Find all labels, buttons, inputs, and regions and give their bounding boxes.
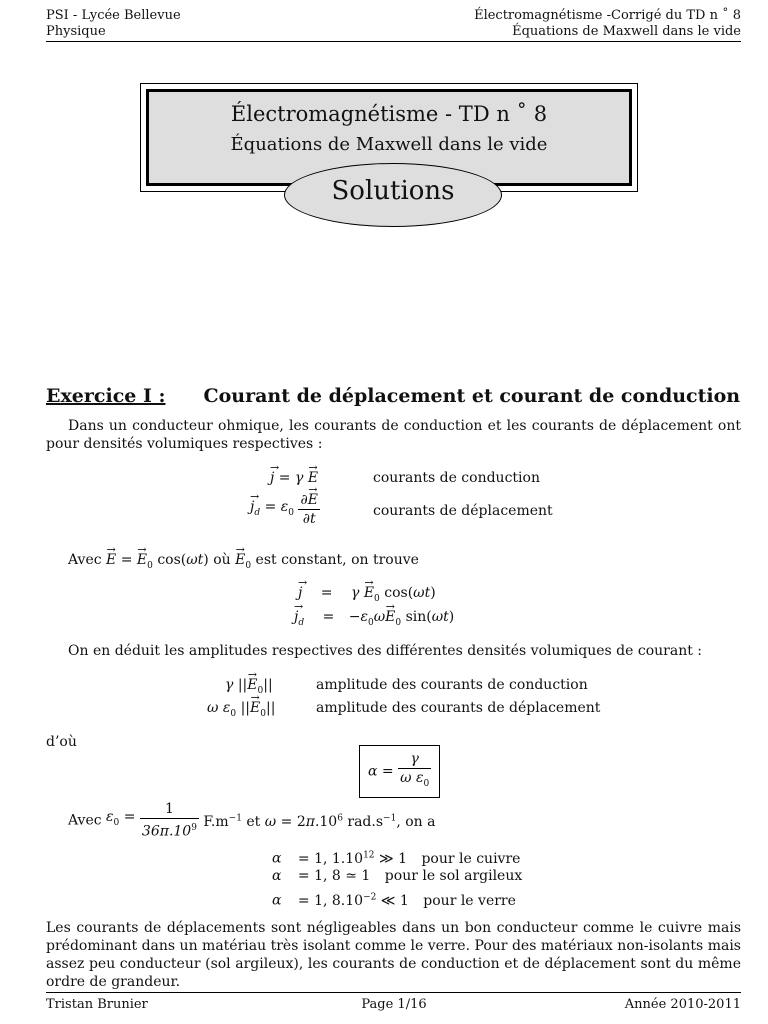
- with-field-prefix: Avec: [68, 552, 102, 568]
- title-main: Électromagnétisme - TD n ˚ 8: [230, 102, 548, 126]
- alpha-glass: α = 1, $8.10^{-2}$ ≪ 1 pour le verre: [272, 892, 516, 909]
- header-course: Électromagnétisme -Corrigé du TD n ˚ 8: [474, 8, 741, 23]
- footer-rule: [46, 992, 741, 993]
- alpha-copper: α = 1, 1.10$^{12}$ ≫ 1 pour le cuivre: [272, 850, 521, 867]
- amplitude-conduction-label: amplitude des courants de conduction: [316, 677, 588, 693]
- amplitude-conduction: γ ||→ $E_0||$: [225, 676, 273, 700]
- exercise-heading: [46, 385, 740, 407]
- header-subject: Physique: [46, 24, 106, 39]
- constants-line: Avec $\varepsilon_0$ = $\frac{1}{36\pi.10^9}$ $F.m^{-1}$ et $\omega = 2\pi.10^6$ $rad.s^{-1}$, on a: [68, 801, 436, 840]
- footer-page-number: Page 1/16: [361, 997, 427, 1012]
- with-field-where: où: [213, 552, 231, 568]
- result-j: → $j = \gamma \to E_0$ cos(ωt): [298, 584, 436, 608]
- conclusion-paragraph: Les courants de déplacements sont négligeables dans un bon conducteur comme le cuivre mais prédominant dans un matériau très isolant comme le verre. Pour des matériaux non-isolants mais assez peu conducteur (sol argileux), les courants de conduction et de déplacement sont du même ordre de grandeur.: [46, 920, 741, 990]
- alpha-clay: α = 1, 8 ≃ 1 pour le sol argileux: [272, 868, 523, 884]
- deduce-line: On en déduit les amplitudes respectives des différentes densités volumiques de courant :: [68, 643, 702, 659]
- alpha-definition-box: α = $\frac{\gamma}{\omega \varepsilon_0}$: [359, 745, 440, 798]
- header-school: PSI - Lycée Bellevue: [46, 8, 181, 23]
- constants-and: et: [246, 814, 261, 831]
- with-field-line: Avec → E = → $E_0$ cos(ωt) où → $E_0$ est constant, on trouve: [68, 551, 419, 575]
- equation-conduction-label: courants de conduction: [373, 470, 540, 486]
- equation-conduction: → j = γ → E: [270, 469, 318, 487]
- alpha-glass-label: pour le verre: [423, 892, 516, 909]
- constants-unit-f: F.m: [203, 814, 229, 831]
- header-left: [46, 8, 181, 40]
- equation-displacement-label: courants de déplacement: [373, 503, 553, 519]
- header-rule: [46, 41, 741, 42]
- title-sub: Équations de Maxwell dans le vide: [230, 134, 548, 155]
- exercise-label: Exercice I :: [46, 385, 166, 407]
- equation-displacement: → $j_d = \varepsilon_0$ $\frac{\partial\to E}{\partial t}$: [250, 491, 320, 528]
- footer-author: Tristan Brunier: [46, 997, 148, 1012]
- header-topic: Équations de Maxwell dans le vide: [512, 24, 741, 39]
- solutions-badge: [284, 163, 502, 227]
- alpha-copper-label: pour le cuivre: [421, 850, 521, 867]
- hence-label: d’où: [46, 734, 77, 750]
- result-jd: → $j_d = -\varepsilon_0\omega\to E_0$ sin(ωt): [294, 608, 454, 632]
- intro-paragraph: Dans un conducteur ohmique, les courants de conduction et les courants de déplacement ont pour densités volumiques respectives :: [46, 418, 741, 452]
- constants-unit-rad: rad.s: [347, 814, 384, 831]
- constants-suffix: , on a: [396, 814, 436, 831]
- constants-prefix: Avec: [68, 812, 102, 829]
- exercise-title: Courant de déplacement et courant de conduction: [203, 385, 741, 407]
- solutions-label: Solutions: [331, 176, 455, 206]
- alpha-clay-label: pour le sol argileux: [384, 868, 523, 884]
- amplitude-displacement-label: amplitude des courants de déplacement: [316, 700, 601, 716]
- amplitude-displacement: ω $\varepsilon_0$ ||→ $E_0||$: [207, 699, 275, 723]
- with-field-suffix: est constant, on trouve: [255, 552, 419, 568]
- footer-year: Année 2010-2011: [624, 997, 741, 1012]
- header-right: [474, 8, 741, 40]
